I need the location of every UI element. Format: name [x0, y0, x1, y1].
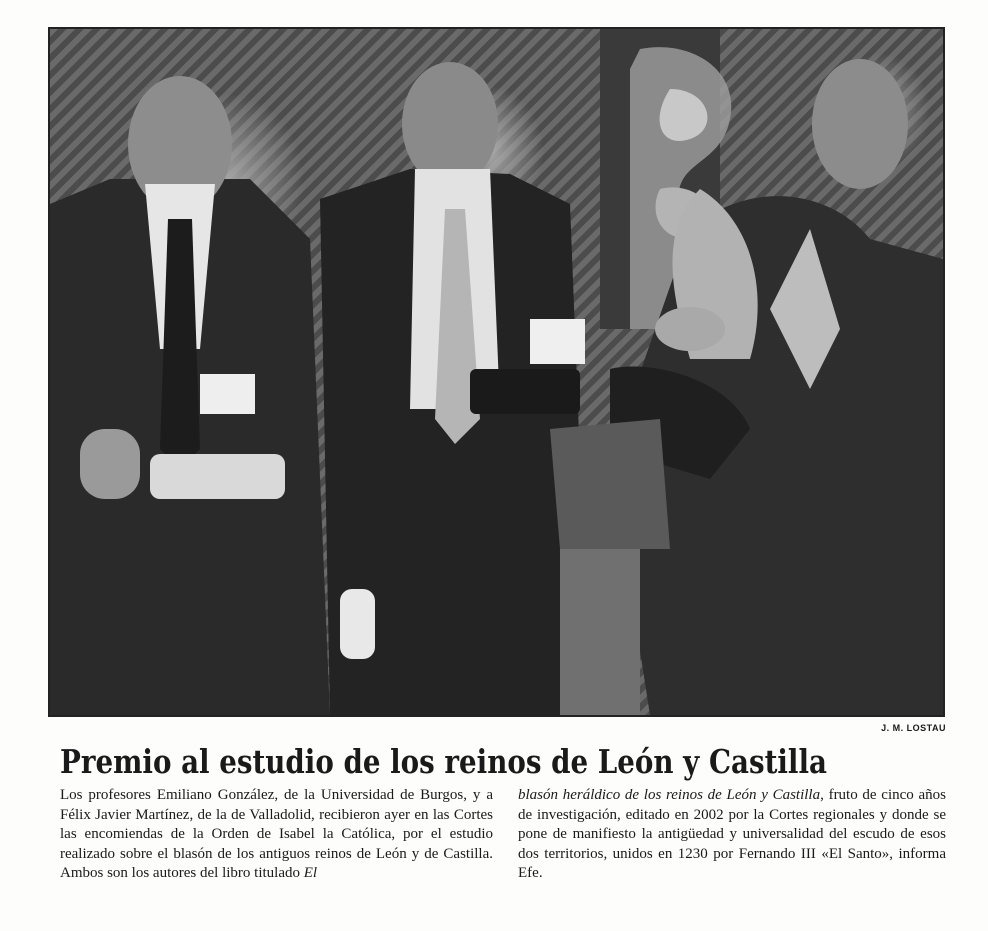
news-photo	[48, 27, 945, 717]
article-column-2	[518, 786, 946, 884]
photo-illustration	[50, 29, 943, 715]
headline: Premio al estudio de los reinos de León y Castilla	[60, 742, 827, 781]
column-2-paragraph	[518, 786, 946, 884]
column-1-text: Los profesores Emiliano González, de la Universidad de Burgos, y a Félix Javier Martínez, de la de Valladolid, recibieron ayer en las Cortes las encomiendas de la Orden de Isabel la Católica, por el estudio realizado sobre el blasón de los antiguos reinos de León y de Castilla. Ambos son los autores del libro titulado	[60, 787, 493, 881]
book-title-rest: blasón heráldico de los reinos de León y Castilla	[518, 787, 821, 803]
column-2-text: , fruto de cinco años de investigación, editado en 2002 por la Cortes regionales y donde se pone de manifiesto la antigüedad y universalidad del escudo de esos dos territorios, unidos en 1230 por Fernando III «El Santo», informa Efe.	[518, 787, 946, 881]
book-title-start: El	[303, 865, 318, 881]
man-left	[50, 76, 330, 715]
photo-credit: J. M. LOSTAU	[881, 723, 946, 733]
column-1-paragraph	[60, 786, 493, 884]
article-column-1	[60, 786, 493, 884]
man-middle	[320, 62, 590, 715]
